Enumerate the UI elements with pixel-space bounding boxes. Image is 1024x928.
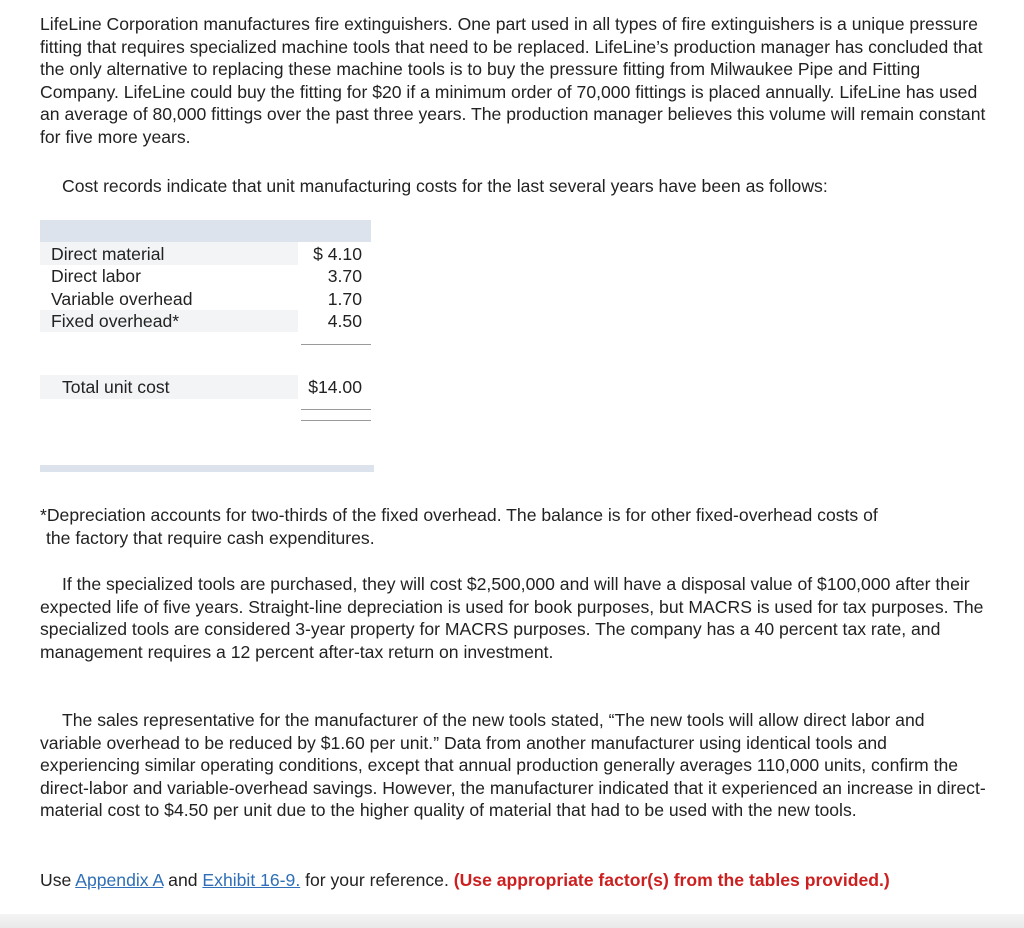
reference-paragraph — [40, 869, 990, 892]
unit-cost-table — [40, 220, 374, 472]
table-footer-band — [40, 465, 374, 472]
cost-row-label: Direct material — [51, 244, 165, 264]
total-unit-cost-label: Total unit cost — [62, 377, 170, 397]
table-header-band — [40, 220, 371, 242]
factor-instruction-note: (Use appropriate factor(s) from the tables provided.) — [453, 870, 890, 890]
cost-row-label: Variable overhead — [51, 289, 193, 309]
total-double-rule-top — [301, 409, 371, 410]
appendix-a-link[interactable]: Appendix A — [75, 870, 164, 890]
footnote-line: the factory that require cash expenditures. — [46, 527, 375, 548]
cost-row-value: 3.70 — [327, 266, 362, 286]
total-double-rule-bottom — [301, 420, 371, 421]
cost-row-value: $ 4.10 — [313, 244, 362, 264]
cost-row-value: 1.70 — [327, 289, 362, 309]
footnote-line: *Depreciation accounts for two-thirds of the fixed overhead. The balance is for other fixed-overhead costs of — [40, 505, 878, 525]
subtotal-rule — [301, 344, 371, 345]
reference-prefix: Use — [40, 870, 76, 890]
exhibit-16-9-link[interactable]: Exhibit 16-9. — [202, 870, 301, 890]
cost-row-label: Direct labor — [51, 266, 141, 286]
depreciation-footnote — [40, 504, 1000, 549]
reference-middle: and — [163, 870, 203, 890]
cost-records-intro: Cost records indicate that unit manufacturing costs for the last several years have been as follows: — [62, 176, 828, 196]
intro-paragraph: LifeLine Corporation manufactures fire extinguishers. One part used in all types of fire extinguishers is a unique pressure fitting that requires specialized machine tools that need to be replaced. LifeLine’s production manager has concluded that the only alternative to replacing these machine tools is to buy the pressure fitting from Milwaukee Pipe and Fitting Company. LifeLine could buy the fitting for $20 if a minimum order of 70,000 fittings is placed annually. LifeLine has used an average of 80,000 fittings over the past three years. The production manager believes this volume will remain constant for five more years. — [40, 14, 986, 147]
reference-suffix: for your reference. — [300, 870, 454, 890]
sales-representative-paragraph: The sales representative for the manufacturer of the new tools stated, “The new tools will allow direct labor and variable overhead to be reduced by $1.60 per unit.” Data from another manufacturer using identical tools and experiencing similar operating conditions, except that annual production generally averages 110,000 units, confirm the direct-labor and variable-overhead savings. However, the manufacturer indicated that it experienced an increase in direct-material cost to $4.50 per unit due to the higher quality of material that had to be used with the new tools. — [40, 710, 986, 820]
specialized-tools-paragraph: If the specialized tools are purchased, they will cost $2,500,000 and will have a disposal value of $100,000 after their expected life of five years. Straight-line depreciation is used for book purposes, but MACRS is used for tax purposes. The specialized tools are considered 3-year property for MACRS purposes. The company has a 40 percent tax rate, and management requires a 12 percent after-tax return on investment. — [40, 574, 984, 662]
total-unit-cost-value: $14.00 — [308, 377, 362, 397]
bottom-shade — [0, 914, 1024, 928]
cost-row-label: Fixed overhead* — [51, 311, 180, 331]
cost-row-value: 4.50 — [327, 311, 362, 331]
